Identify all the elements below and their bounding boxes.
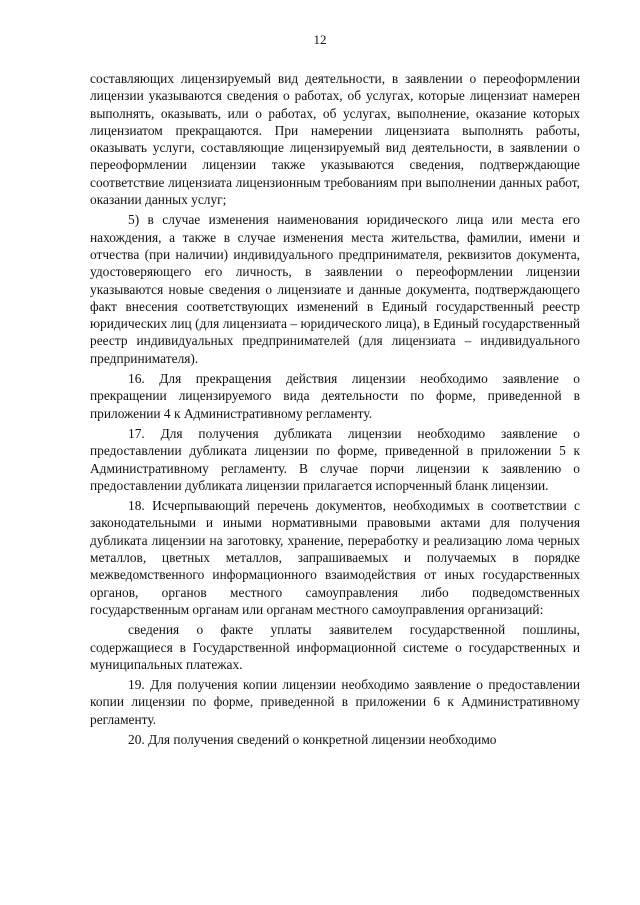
document-body — [90, 70, 580, 751]
paragraph-continuation: составляющих лицензируемый вид деятельности, в заявлении о переоформлении лицензии указываются сведения о работах, об услугах, которые лицензиат намерен выполнять, оказывать, или о работах, об услугах, выполнение, оказание которых лицензиатом прекращаются. При намерении лицензиата выполнять работы, оказывать услуги, составляющие лицензируемый вид деятельности, в заявлении о переоформлении лицензии также указываются сведения, подтверждающие соответствие лицензиата лицензионным требованиям при выполнении данных работ, оказании данных услуг; — [90, 71, 580, 208]
paragraph-item-5: 5) в случае изменения наименования юридического лица или места его нахождения, а также в случае изменения места жительства, фамилии, имени и отчества (при наличии) индивидуального предпринимателя, реквизитов документа, удостоверяющего его личность, в заявлении о переоформлении лицензии указываются новые сведения о лицензиате и данные документа, подтверждающего факт внесения соответствующих изменений в Единый государственный реестр юридических лиц (для лицензиата – юридического лица), в Единый государственный реестр индивидуальных предпринимателей (для лицензиата – индивидуального предпринимателя). — [90, 212, 580, 366]
paragraph-16: 16. Для прекращения действия лицензии необходимо заявление о прекращении лицензируемого вида деятельности по форме, приведенной в приложении 4 к Административному регламенту. — [90, 371, 580, 421]
paragraph-18: 18. Исчерпывающий перечень документов, необходимых в соответствии с законодательными и иными нормативными правовыми актами для получения дубликата лицензии на заготовку, хранение, переработку и реализацию лома черных металлов, цветных металлов, запрашиваемых и получаемых в порядке межведомственного информационного взаимодействия от иных государственных органов, органов местного самоуправления либо подведомственных государственным органам или органам местного самоуправления организаций: — [90, 498, 580, 617]
paragraph-17: 17. Для получения дубликата лицензии необходимо заявление о предоставлении дубликата лицензии по форме, приведенной в приложении 5 к Административному регламенту. В случае порчи лицензии к заявлению о предоставлении дубликата лицензии прилагается испорченный бланк лицензии. — [90, 425, 580, 493]
paragraph-19: 19. Для получения копии лицензии необходимо заявление о предоставлении копии лицензии по форме, приведенной в приложении 6 к Административному регламенту. — [90, 677, 580, 727]
paragraph-20: 20. Для получения сведений о конкретной лицензии необходимо — [128, 731, 497, 747]
page-number: 12 — [313, 32, 327, 47]
paragraph-18-list-item: сведения о факте уплаты заявителем государственной пошлины, содержащиеся в Государственной информационной системе о государственных и муниципальных платежах. — [90, 622, 580, 672]
